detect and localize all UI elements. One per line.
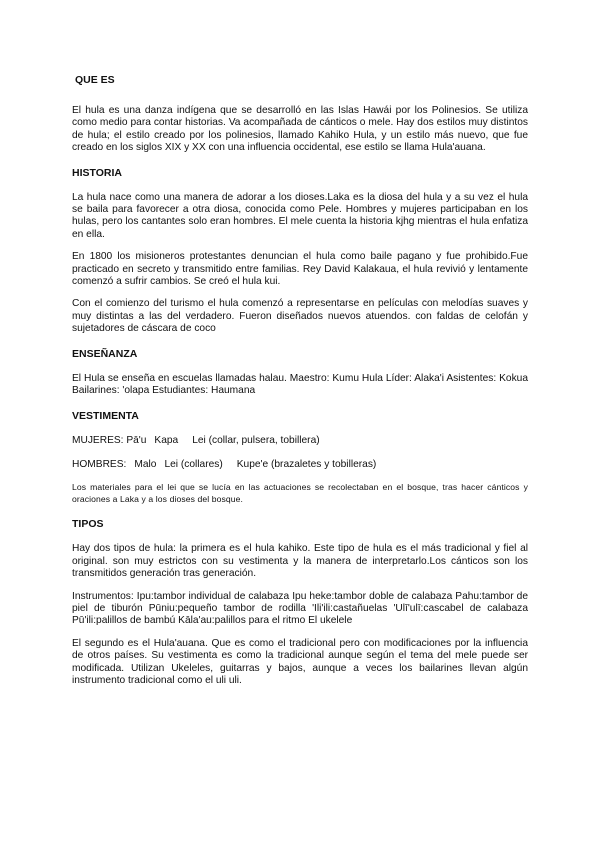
mujeres-item: Kapa — [154, 434, 179, 446]
historia-paragraph-3: Con el comienzo del turismo el hula comenzó a representarse en películas con melodías suaves y muy distintas a las del verdadero. Fueron diseñados nuevos atuendos. con faldas de celofán y sujetadores de cáscara de coco — [72, 298, 528, 335]
tipos-paragraph-3: El segundo es el Hula'auana. Que es como el tradicional pero con modificaciones por la influencia de otros países. Su vestimenta es como la tradicional aunque según el tema del mele puede ser modificada. Utilizan Ukeleles, guitarras y bajos, aunque a veces los bailarines llevan algún instrumento tradicional como el uli uli. — [72, 637, 528, 686]
mujeres-item: MUJERES: Pā'u — [72, 434, 147, 446]
tipos-paragraph-1: Hay dos tipos de hula: la primera es el hula kahiko. Este tipo de hula es el más tradicional y fiel al original. son muy estrictos con su vestimenta y la manera de interpretarlo.Los cánticos son los transmitidos generación tras generación. — [72, 543, 528, 580]
mujeres-item: Lei (collar, pulsera, tobillera) — [192, 434, 320, 446]
heading-que-es: QUE ES — [75, 74, 115, 86]
vestimenta-note: Los materiales para el lei que se lucía en las actuaciones se recolectaban en el bosque, tras hacer cánticos y oraciones a Laka y a los dioses del bosque. — [72, 482, 528, 505]
historia-paragraph-1: La hula nace como una manera de adorar a los dioses.Laka es la diosa del hula y a su vez el hula se baila para favorecer a otra diosa, conocida como Pele. Hombres y mujeres participaban en los hulas, pero los cantantes solo eran hombres. El mele cuenta la historia kjhg mientras el hula enfatiza en ella. — [72, 191, 528, 240]
hombres-item: HOMBRES: — [72, 458, 127, 470]
historia-paragraph-2: En 1800 los misioneros protestantes denuncian el hula como baile pagano y fue prohibido.Fue practicado en secreto y transmitido entre familias. Rey David Kalakaua, el hula revivió y lentamente comenzó a sufrir cambios. Se creó el hula kui. — [72, 251, 528, 288]
vestimenta-hombres-line — [72, 459, 528, 471]
tipos-instrumentos-paragraph: Instrumentos: Ipu:tambor individual de calabaza Ipu heke:tambor doble de calabaza Pahu:tambor de piel de tiburón Pūniu:pequeño tambor de rodilla 'Ili'ili:castañuelas 'Ulī'ulī:cascabel de calabaza Pū'ili:palillos de bambú Kāla'au:palillos para el ritmo El ukelele — [72, 590, 528, 627]
hombres-item: Lei (collares) — [164, 458, 223, 470]
heading-ensenanza: ENSEÑANZA — [72, 347, 138, 360]
hombres-item: Kupe'e (brazaletes y tobilleras) — [236, 458, 377, 470]
heading-vestimenta: VESTIMENTA — [72, 409, 139, 422]
hombres-item: Malo — [134, 458, 157, 470]
heading-historia: HISTORIA — [72, 166, 122, 179]
ensenanza-paragraph: El Hula se enseña en escuelas llamadas halau. Maestro: Kumu Hula Líder: Alaka'i Asistentes: Kokua Bailarines: 'olapa Estudiantes: Haumana — [72, 372, 528, 397]
que-es-paragraph: El hula es una danza indígena que se desarrolló en las Islas Hawái por los Polinesios. Se utiliza como medio para contar historias. Va acompañada de cánticos o mele. Hay dos estilos muy distintos de hula; el estilo creado por los polinesios, llamado Kahiko Hula, y un estilo más nuevo, que fue creado en los siglos XIX y XX con una influencia occidental, ese estilo se llama Hula'auana. — [72, 105, 528, 154]
heading-tipos: TIPOS — [72, 518, 104, 531]
vestimenta-mujeres-line — [72, 435, 528, 447]
